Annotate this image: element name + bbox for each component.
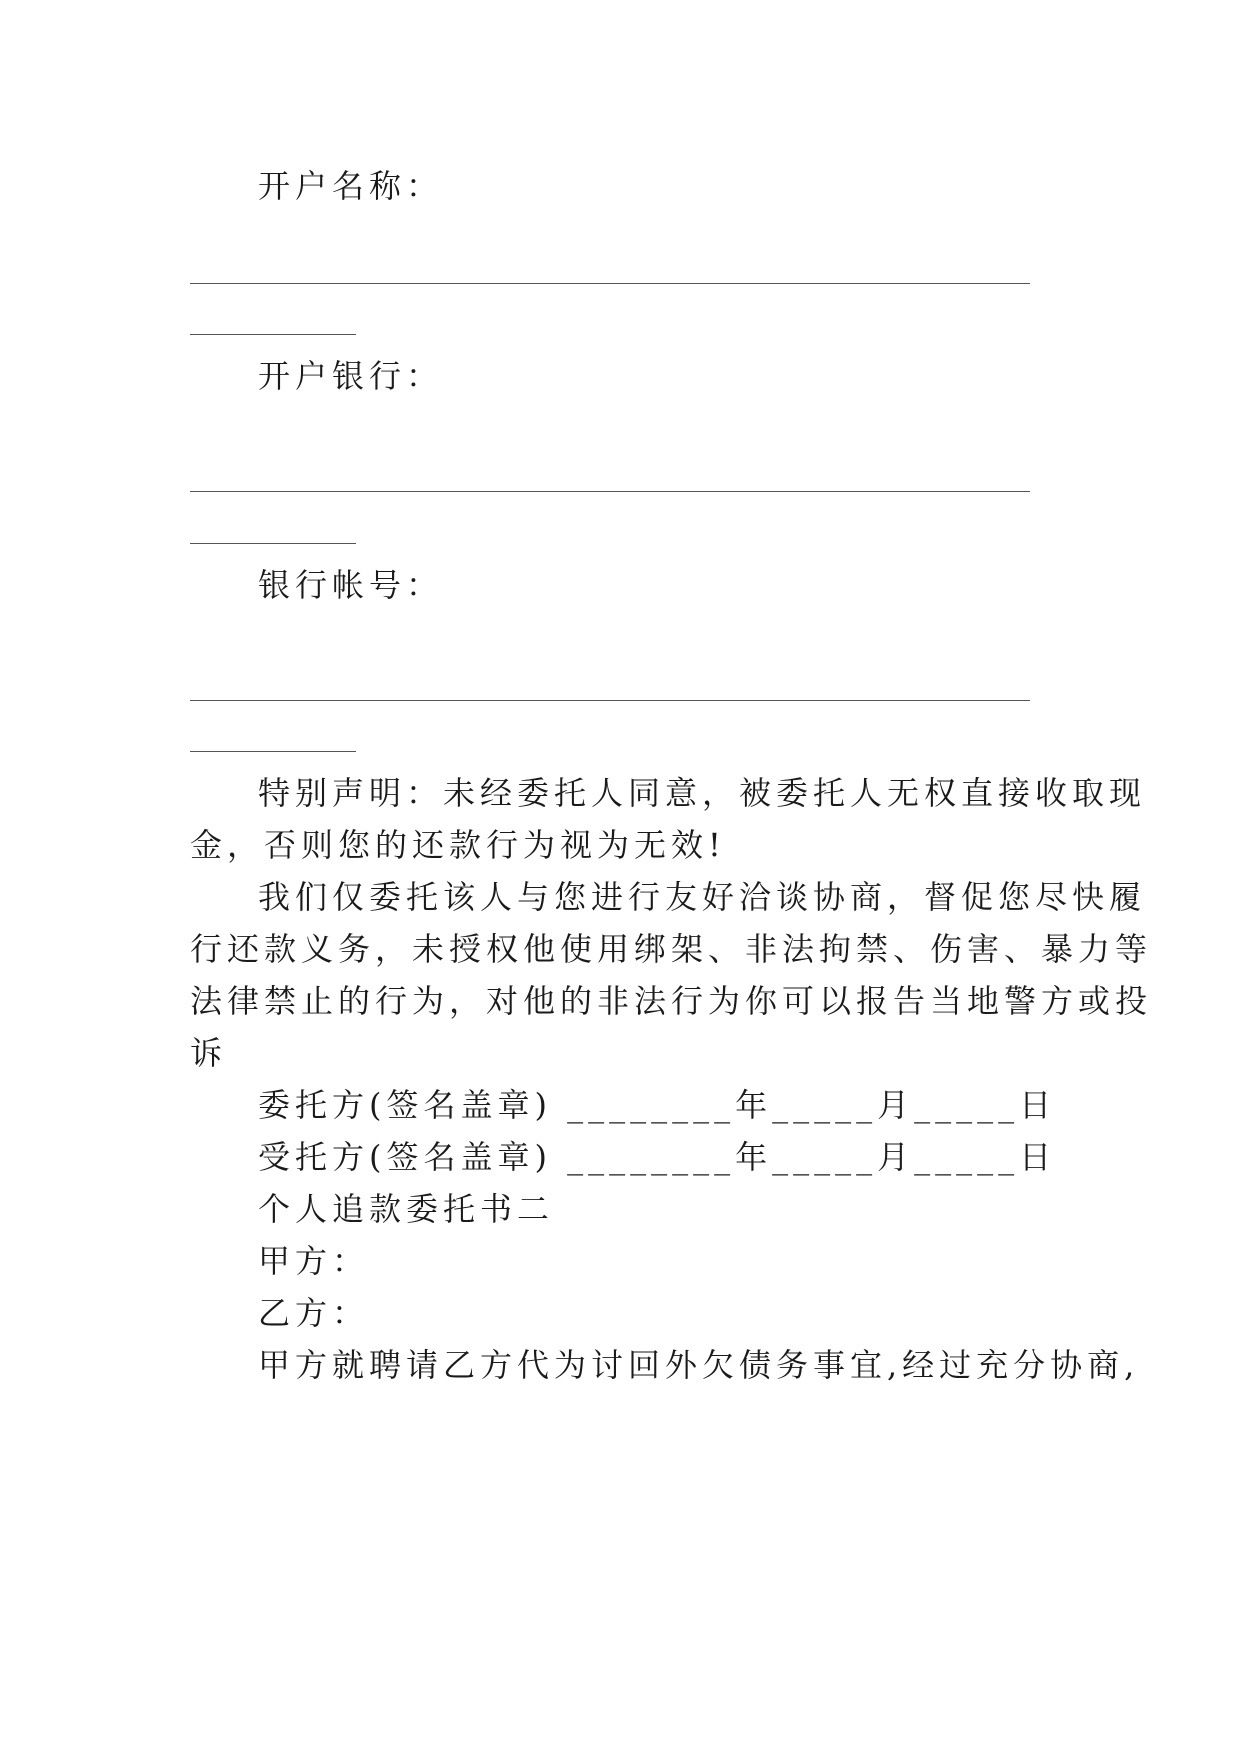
account-number-label: 银行帐号： [258, 566, 444, 604]
account-name-line [190, 283, 1030, 284]
notice-line-1: 特别声明：未经委托人同意，被委托人无权直接收取现 [258, 774, 1147, 812]
party-b-label: 乙方： [258, 1294, 370, 1332]
principal-signature-line: 委托方(签名盖章) ________年_____月_____日 [258, 1086, 1057, 1124]
agent-signature-line: 受托方(签名盖章) ________年_____月_____日 [258, 1138, 1057, 1176]
notice-line-2: 金，否则您的还款行为视为无效! [190, 826, 726, 864]
account-number-line-continuation [190, 751, 356, 752]
bank-line-continuation [190, 543, 356, 544]
paragraph-line-1: 我们仅委托该人与您进行友好洽谈协商，督促您尽快履 [258, 878, 1147, 916]
party-a-label: 甲方： [258, 1242, 370, 1280]
second-document-title: 个人追款委托书二 [258, 1190, 555, 1228]
paragraph-line-3: 法律禁止的行为，对他的非法行为你可以报告当地警方或投 [190, 982, 1153, 1020]
account-name-label: 开户名称： [258, 167, 444, 205]
paragraph-line-2: 行还款义务，未授权他使用绑架、非法拘禁、伤害、暴力等 [190, 930, 1153, 968]
paragraph-line-4: 诉 [190, 1034, 228, 1072]
account-number-line [190, 700, 1030, 701]
bank-label: 开户银行： [258, 357, 444, 395]
bank-line [190, 491, 1030, 492]
account-name-line-continuation [190, 334, 356, 335]
opening-line: 甲方就聘请乙方代为讨回外欠债务事宜,经过充分协商, [258, 1346, 1140, 1384]
